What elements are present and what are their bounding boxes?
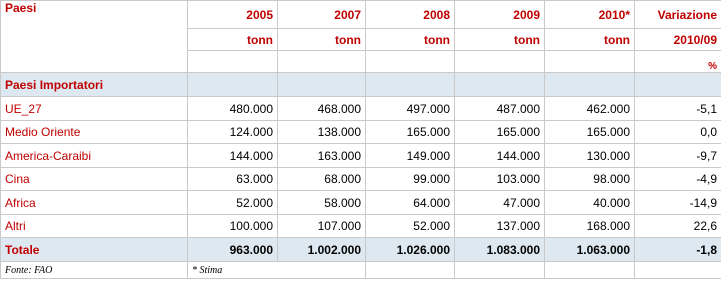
- country-name: America-Caraibi: [1, 144, 188, 168]
- value-cell: 40.000: [545, 191, 635, 215]
- year-header: 2005: [188, 1, 278, 29]
- total-value-cell: 1.083.000: [455, 238, 545, 262]
- change-cell: -9,7: [635, 144, 721, 168]
- empty-cell: [635, 73, 721, 97]
- empty-cell: [455, 51, 545, 73]
- total-value-cell: 1.002.000: [278, 238, 366, 262]
- year-header: 2009: [455, 1, 545, 29]
- table-row: [1, 215, 721, 238]
- change-period-header: 2010/09: [635, 29, 721, 51]
- country-name: UE_27: [1, 97, 188, 121]
- value-cell: 47.000: [455, 191, 545, 215]
- value-cell: 52.000: [188, 191, 278, 215]
- value-cell: 100.000: [188, 215, 278, 238]
- value-cell: 462.000: [545, 97, 635, 121]
- empty-cell: [188, 51, 278, 73]
- change-cell: -14,9: [635, 191, 721, 215]
- unit-header: tonn: [278, 29, 366, 51]
- change-cell: 0,0: [635, 121, 721, 144]
- country-name: Medio Oriente: [1, 121, 188, 144]
- total-value-cell: 1.063.000: [545, 238, 635, 262]
- value-cell: 64.000: [366, 191, 455, 215]
- value-cell: 163.000: [278, 144, 366, 168]
- unit-header: tonn: [188, 29, 278, 51]
- change-header: Variazione: [635, 1, 721, 29]
- empty-cell: [635, 262, 721, 279]
- total-value-cell: 963.000: [188, 238, 278, 262]
- value-cell: 487.000: [455, 97, 545, 121]
- value-cell: 165.000: [455, 121, 545, 144]
- footer-row: [1, 262, 721, 279]
- empty-cell: [366, 73, 455, 97]
- value-cell: 480.000: [188, 97, 278, 121]
- value-cell: 68.000: [278, 168, 366, 191]
- value-cell: 58.000: [278, 191, 366, 215]
- total-label: Totale: [1, 238, 188, 262]
- value-cell: 107.000: [278, 215, 366, 238]
- empty-cell: [545, 73, 635, 97]
- country-name: Africa: [1, 191, 188, 215]
- year-header: 2008: [366, 1, 455, 29]
- value-cell: 144.000: [455, 144, 545, 168]
- value-cell: 103.000: [455, 168, 545, 191]
- table-row: [1, 168, 721, 191]
- empty-cell: [188, 73, 278, 97]
- value-cell: 468.000: [278, 97, 366, 121]
- unit-header: tonn: [366, 29, 455, 51]
- estimate-note: * Stima: [188, 262, 366, 279]
- country-name: Altri: [1, 215, 188, 238]
- empty-cell: [366, 262, 455, 279]
- section-row: [1, 73, 721, 97]
- empty-cell: [545, 51, 635, 73]
- table-row: [1, 191, 721, 215]
- value-cell: 63.000: [188, 168, 278, 191]
- value-cell: 168.000: [545, 215, 635, 238]
- value-cell: 138.000: [278, 121, 366, 144]
- value-cell: 165.000: [366, 121, 455, 144]
- total-row: [1, 238, 721, 262]
- table-row: [1, 121, 721, 144]
- value-cell: 124.000: [188, 121, 278, 144]
- country-header: Paesi: [1, 1, 188, 73]
- change-cell: -4,9: [635, 168, 721, 191]
- value-cell: 144.000: [188, 144, 278, 168]
- value-cell: 137.000: [455, 215, 545, 238]
- value-cell: 99.000: [366, 168, 455, 191]
- source-note: Fonte: FAO: [1, 262, 188, 279]
- value-cell: 497.000: [366, 97, 455, 121]
- percent-unit: %: [635, 51, 721, 73]
- year-header: 2007: [278, 1, 366, 29]
- section-label: Paesi Importatori: [1, 73, 188, 97]
- empty-cell: [455, 73, 545, 97]
- header-row-years: [1, 1, 721, 29]
- value-cell: 165.000: [545, 121, 635, 144]
- empty-cell: [545, 262, 635, 279]
- empty-cell: [455, 262, 545, 279]
- country-name: Cina: [1, 168, 188, 191]
- empty-cell: [366, 51, 455, 73]
- value-cell: 52.000: [366, 215, 455, 238]
- table-row: [1, 97, 721, 121]
- unit-header: tonn: [455, 29, 545, 51]
- total-value-cell: 1.026.000: [366, 238, 455, 262]
- value-cell: 130.000: [545, 144, 635, 168]
- empty-cell: [278, 73, 366, 97]
- value-cell: 149.000: [366, 144, 455, 168]
- value-cell: 98.000: [545, 168, 635, 191]
- change-cell: 22,6: [635, 215, 721, 238]
- unit-header: tonn: [545, 29, 635, 51]
- table-row: [1, 144, 721, 168]
- year-header: 2010*: [545, 1, 635, 29]
- empty-cell: [278, 51, 366, 73]
- change-cell: -5,1: [635, 97, 721, 121]
- total-change-cell: -1,8: [635, 238, 721, 262]
